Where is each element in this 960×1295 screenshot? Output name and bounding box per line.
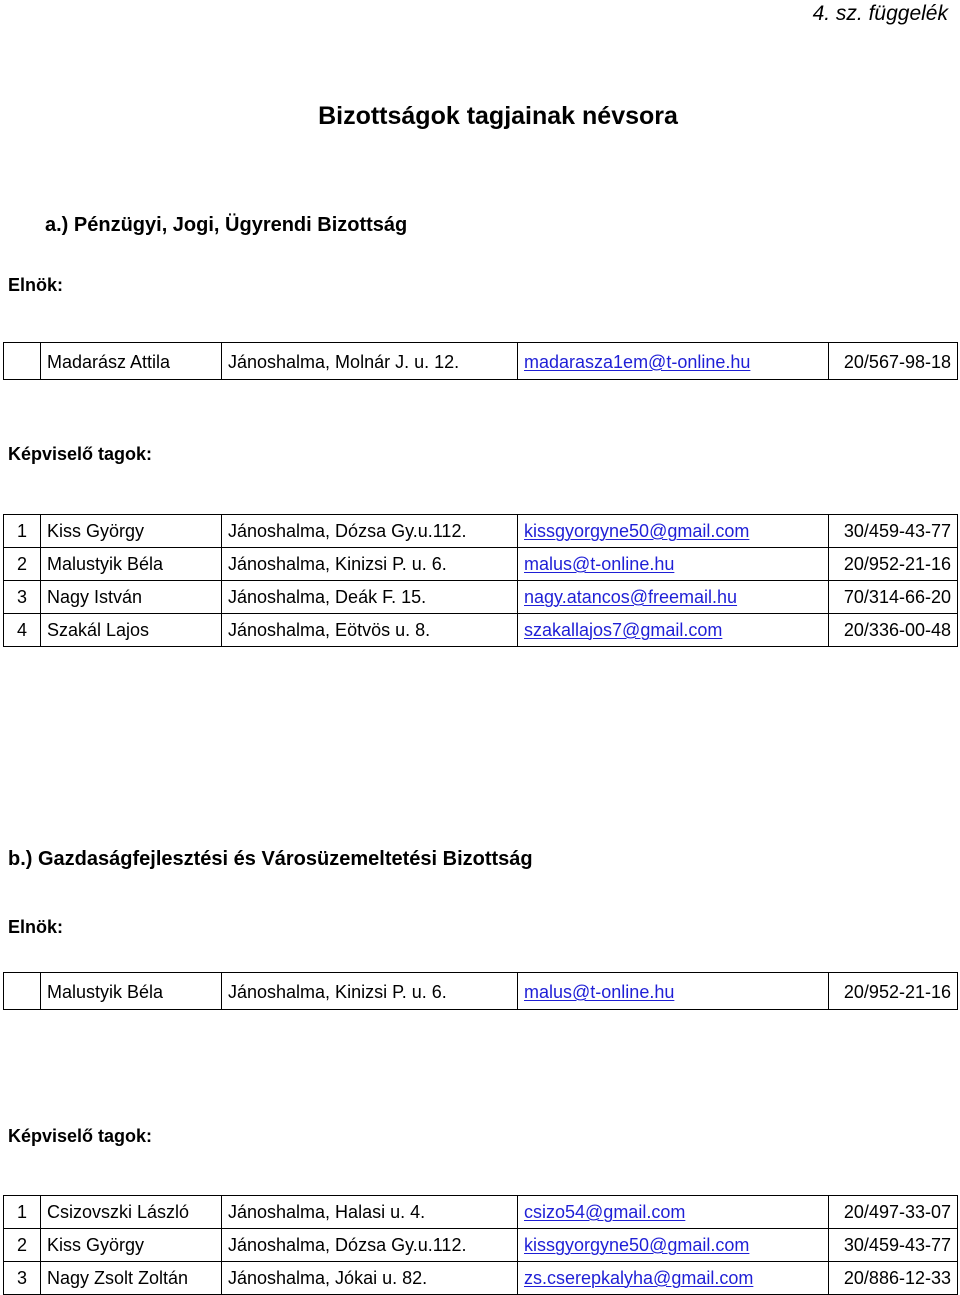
email-link[interactable]: madarasza1em@t-online.hu (524, 351, 751, 372)
table-row (4, 548, 958, 581)
email-link[interactable]: malus@t-online.hu (524, 553, 675, 574)
email-link[interactable]: szakallajos7@gmail.com (524, 619, 723, 640)
email-link[interactable]: nagy.atancos@freemail.hu (524, 586, 738, 607)
committee-a-members-table (3, 514, 958, 647)
member-email-cell (518, 515, 829, 548)
member-phone: 70/314-66-20 (829, 581, 958, 614)
email-link[interactable]: malus@t-online.hu (524, 981, 675, 1002)
committee-a-title: a.) Pénzügyi, Jogi, Ügyrendi Bizottság (45, 214, 408, 236)
table-row (4, 1229, 958, 1262)
row-number: 4 (4, 614, 41, 647)
committee-b-members-label: Képviselő tagok: (8, 1126, 153, 1146)
chair-row (4, 973, 958, 1010)
table-row (4, 581, 958, 614)
committee-b-title: b.) Gazdaságfejlesztési és Városüzemeltetési Bizottság (8, 848, 533, 870)
row-number: 1 (4, 1196, 41, 1229)
table-row (4, 1196, 958, 1229)
member-address: Jánoshalma, Jókai u. 82. (222, 1262, 518, 1295)
member-name: Kiss György (41, 1229, 222, 1262)
member-email-cell (518, 581, 829, 614)
member-phone: 20/336-00-48 (829, 614, 958, 647)
member-email-cell (518, 343, 829, 380)
member-phone: 30/459-43-77 (829, 515, 958, 548)
committee-a-chair-label: Elnök: (8, 275, 64, 295)
member-phone: 20/497-33-07 (829, 1196, 958, 1229)
row-number: 3 (4, 1262, 41, 1295)
committee-b-chair-table (3, 972, 958, 1010)
email-link[interactable]: csizo54@gmail.com (524, 1201, 686, 1222)
member-email-cell (518, 973, 829, 1010)
table-row (4, 1262, 958, 1295)
member-email-cell (518, 548, 829, 581)
member-phone: 20/886-12-33 (829, 1262, 958, 1295)
member-phone: 20/952-21-16 (829, 548, 958, 581)
member-name: Malustyik Béla (41, 973, 222, 1010)
email-link[interactable]: kissgyorgyne50@gmail.com (524, 1234, 750, 1255)
member-phone: 30/459-43-77 (829, 1229, 958, 1262)
member-phone: 20/952-21-16 (829, 973, 958, 1010)
committee-b-chair-label: Elnök: (8, 917, 64, 937)
table-row (4, 614, 958, 647)
committee-b-members-table (3, 1195, 958, 1295)
member-address: Jánoshalma, Kinizsi P. u. 6. (222, 973, 518, 1010)
row-number (4, 343, 41, 380)
member-address: Jánoshalma, Deák F. 15. (222, 581, 518, 614)
row-number: 2 (4, 1229, 41, 1262)
document-title: Bizottságok tagjainak névsora (318, 102, 678, 130)
row-number: 3 (4, 581, 41, 614)
committee-a-members-label: Képviselő tagok: (8, 444, 153, 464)
appendix-label: 4. sz. függelék (812, 2, 948, 25)
member-address: Jánoshalma, Molnár J. u. 12. (222, 343, 518, 380)
member-address: Jánoshalma, Dózsa Gy.u.112. (222, 1229, 518, 1262)
member-name: Csizovszki László (41, 1196, 222, 1229)
member-email-cell (518, 1196, 829, 1229)
member-name: Kiss György (41, 515, 222, 548)
member-name: Nagy Zsolt Zoltán (41, 1262, 222, 1295)
member-address: Jánoshalma, Kinizsi P. u. 6. (222, 548, 518, 581)
email-link[interactable]: kissgyorgyne50@gmail.com (524, 520, 750, 541)
member-email-cell (518, 1262, 829, 1295)
member-phone: 20/567-98-18 (829, 343, 958, 380)
email-link[interactable]: zs.cserepkalyha@gmail.com (524, 1267, 754, 1288)
row-number: 2 (4, 548, 41, 581)
member-name: Nagy István (41, 581, 222, 614)
committee-a-chair-table (3, 342, 958, 380)
chair-row (4, 343, 958, 380)
row-number (4, 973, 41, 1010)
member-name: Szakál Lajos (41, 614, 222, 647)
member-address: Jánoshalma, Halasi u. 4. (222, 1196, 518, 1229)
table-row (4, 515, 958, 548)
member-address: Jánoshalma, Eötvös u. 8. (222, 614, 518, 647)
member-email-cell (518, 1229, 829, 1262)
row-number: 1 (4, 515, 41, 548)
member-name: Madarász Attila (41, 343, 222, 380)
member-address: Jánoshalma, Dózsa Gy.u.112. (222, 515, 518, 548)
member-name: Malustyik Béla (41, 548, 222, 581)
member-email-cell (518, 614, 829, 647)
